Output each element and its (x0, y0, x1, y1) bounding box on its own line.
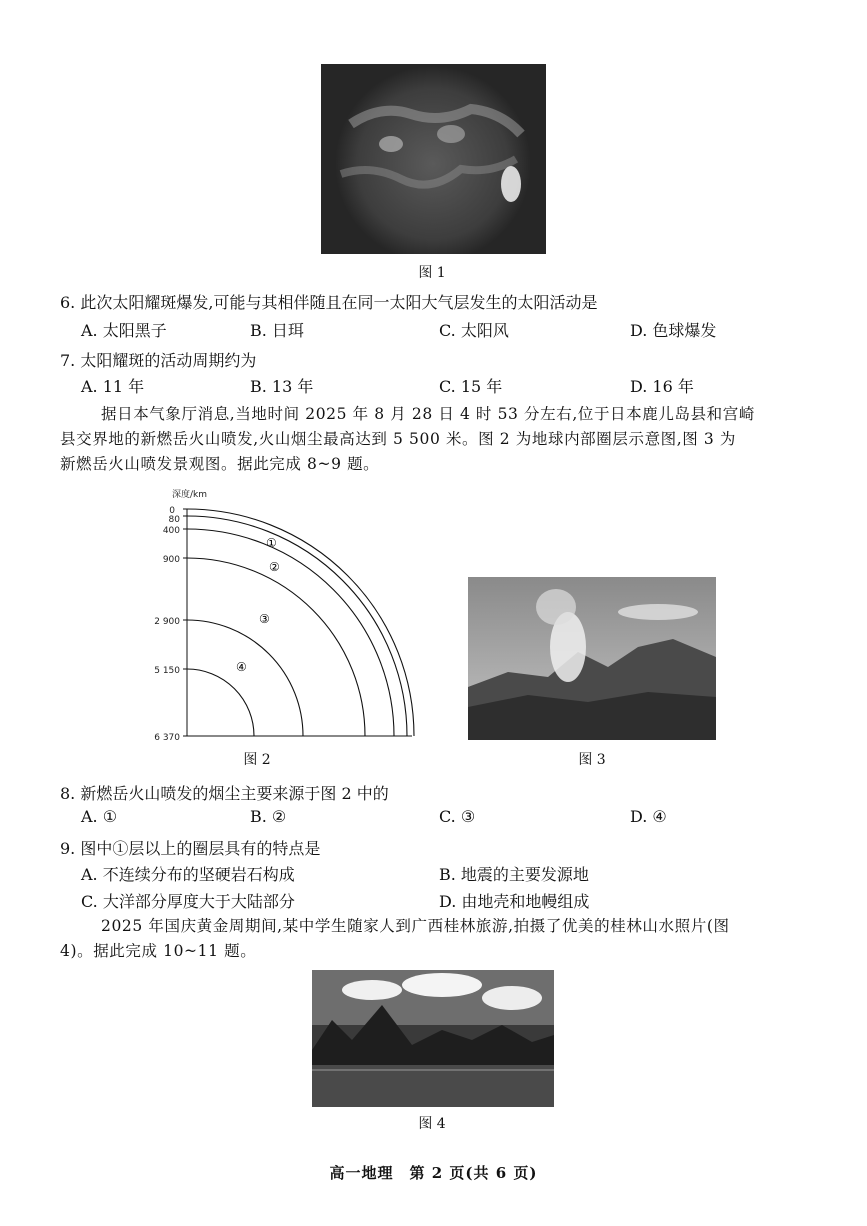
figure3-volcano-photo (468, 577, 716, 740)
q8-stem: 8. 新燃岳火山喷发的烟尘主要来源于图 2 中的 (60, 784, 389, 803)
passage2-line-1: 据日本气象厅消息,当地时间 2025 年 8 月 28 日 4 时 53 分左右,位于日本鹿儿岛县和宫崎 (101, 405, 755, 423)
figure4-guilin-landscape-photo (312, 970, 554, 1107)
passage2-line-3: 新燃岳火山喷发景观图。据此完成 8~9 题。 (60, 455, 380, 473)
q6-stem: 6. 此次太阳耀斑爆发,可能与其相伴随且在同一太阳大气层发生的太阳活动是 (60, 293, 598, 312)
figure2-earth-layers-diagram (150, 487, 420, 742)
q6-option-a[interactable]: A. 太阳黑子 (81, 321, 167, 340)
figure2-layer-label-4: ④ (236, 660, 247, 674)
q6-option-c[interactable]: C. 太阳风 (439, 321, 509, 340)
figure2-depth-label-6370: 6 370 (154, 733, 180, 742)
figure3-caption: 图 3 (578, 752, 606, 768)
figure2-depth-label-5150: 5 150 (154, 666, 180, 676)
figure2-axis-title: 深度/km (172, 490, 208, 500)
figure1-sun-image (321, 64, 546, 254)
q8-option-b[interactable]: B. ② (250, 807, 287, 826)
figure1-caption: 图 1 (418, 265, 446, 281)
q8-option-d[interactable]: D. ④ (630, 807, 667, 826)
passage3 (60, 914, 810, 964)
figure2-depth-label-0: 0 (169, 506, 175, 516)
q7-option-c[interactable]: C. 15 年 (439, 377, 503, 396)
passage3-line-2: 4)。据此完成 10~11 题。 (60, 942, 257, 960)
q9-stem: 9. 图中①层以上的圈层具有的特点是 (60, 839, 321, 858)
q8-option-c[interactable]: C. ③ (439, 807, 476, 826)
passage3-line-1: 2025 年国庆黄金周期间,某中学生随家人到广西桂林旅游,拍摄了优美的桂林山水照片(图 (101, 917, 730, 935)
q9-option-c[interactable]: C. 大洋部分厚度大于大陆部分 (81, 892, 295, 911)
q9-option-b[interactable]: B. 地震的主要发源地 (439, 865, 589, 884)
q9-option-d[interactable]: D. 由地壳和地幔组成 (439, 892, 590, 911)
figure2-depth-label-400: 400 (162, 526, 180, 536)
figure4-caption: 图 4 (418, 1116, 446, 1132)
q7-option-b[interactable]: B. 13 年 (250, 377, 314, 396)
q9-option-a[interactable]: A. 不连续分布的坚硬岩石构成 (81, 865, 295, 884)
figure2-layer-label-3: ③ (259, 612, 270, 626)
q8-option-a[interactable]: A. ① (81, 807, 118, 826)
q7-stem: 7. 太阳耀斑的活动周期约为 (60, 351, 257, 370)
figure2-depth-label-900: 900 (162, 555, 180, 565)
passage2-line-2: 县交界地的新燃岳火山喷发,火山烟尘最高达到 5 500 米。图 2 为地球内部圈层示意图,图 3 为 (60, 430, 737, 448)
figure2-caption: 图 2 (243, 752, 271, 768)
figure2-depth-label-2900: 2 900 (154, 617, 180, 627)
figure2-layer-label-1: ① (266, 536, 277, 550)
page-footer: 高一地理 第 2 页(共 6 页) (329, 1164, 538, 1182)
figure2-layer-label-2: ② (269, 560, 280, 574)
q6-option-d[interactable]: D. 色球爆发 (630, 321, 717, 340)
passage2 (60, 402, 810, 477)
figure2-depth-label-80: 80 (168, 515, 180, 525)
q7-option-a[interactable]: A. 11 年 (81, 377, 145, 396)
q6-option-b[interactable]: B. 日珥 (250, 321, 304, 340)
q7-option-d[interactable]: D. 16 年 (630, 377, 694, 396)
